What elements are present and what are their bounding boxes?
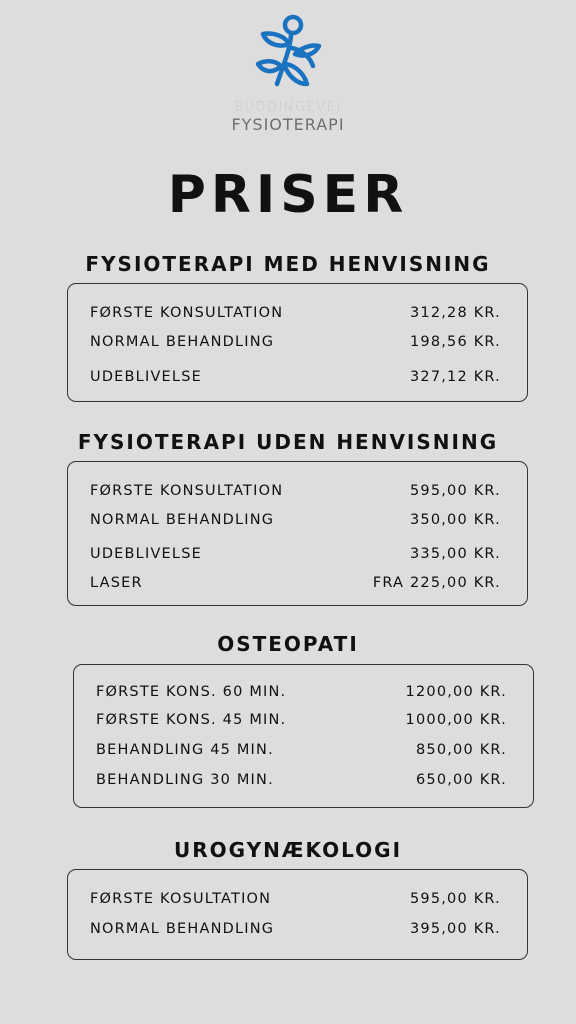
brand-name-line2: FYSIOTERAPI	[231, 115, 345, 134]
service-price: 1000,00 KR.	[405, 712, 507, 728]
service-price: 1200,00 KR.	[405, 684, 507, 700]
service-price: 312,28 KR.	[409, 305, 501, 321]
section-title-urogynaekologi: UROGYNÆKOLOGI	[173, 838, 403, 862]
service-name: FØRSTE KONSULTATION	[90, 483, 284, 499]
price-row	[90, 304, 501, 322]
service-name: FØRSTE KONS. 60 MIN.	[96, 684, 287, 700]
brand-logo	[0, 14, 576, 135]
price-row	[90, 574, 501, 592]
service-price: 335,00 KR.	[409, 546, 501, 562]
price-row	[96, 771, 507, 789]
service-price: 327,12 KR.	[409, 369, 501, 385]
price-row	[96, 741, 507, 759]
service-price: 595,00 KR.	[409, 891, 501, 907]
service-name: FØRSTE KOSULTATION	[90, 891, 272, 907]
service-name: UDEBLIVELSE	[90, 546, 202, 562]
service-name: LASER	[90, 575, 143, 591]
price-box-uden-henvisning	[67, 461, 528, 606]
price-box-med-henvisning	[67, 283, 528, 402]
service-name: UDEBLIVELSE	[90, 369, 202, 385]
service-name: FØRSTE KONS. 45 MIN.	[96, 712, 287, 728]
price-row	[90, 890, 501, 908]
price-row	[96, 711, 507, 729]
service-name: NORMAL BEHANDLING	[90, 512, 275, 528]
price-box-urogynaekologi	[67, 869, 528, 960]
price-row	[90, 482, 501, 500]
price-row	[90, 368, 501, 386]
service-name: NORMAL BEHANDLING	[90, 334, 275, 350]
price-row	[90, 920, 501, 938]
price-row	[96, 683, 507, 701]
section-title-osteopati: OSTEOPATI	[217, 632, 359, 656]
service-price: FRA 225,00 KR.	[372, 575, 501, 591]
service-name: BEHANDLING 45 MIN.	[96, 742, 274, 758]
price-row	[90, 545, 501, 563]
price-row	[90, 511, 501, 529]
service-price: 850,00 KR.	[415, 742, 507, 758]
section-title-uden-henvisning: FYSIOTERAPI UDEN HENVISNING	[77, 430, 499, 454]
service-price: 650,00 KR.	[415, 772, 507, 788]
figure-leaf-icon	[253, 14, 323, 90]
service-price: 350,00 KR.	[409, 512, 501, 528]
service-name: NORMAL BEHANDLING	[90, 921, 275, 937]
page-title: PRISER	[167, 165, 409, 225]
service-price: 198,56 KR.	[409, 334, 501, 350]
service-name: FØRSTE KONSULTATION	[90, 305, 284, 321]
service-price: 595,00 KR.	[409, 483, 501, 499]
brand-name-line1: BUDDINGEVEJ	[234, 100, 342, 115]
price-box-osteopati	[73, 664, 534, 808]
price-row	[90, 333, 501, 351]
service-price: 395,00 KR.	[409, 921, 501, 937]
section-title-med-henvisning: FYSIOTERAPI MED HENVISNING	[85, 252, 491, 276]
service-name: BEHANDLING 30 MIN.	[96, 772, 274, 788]
